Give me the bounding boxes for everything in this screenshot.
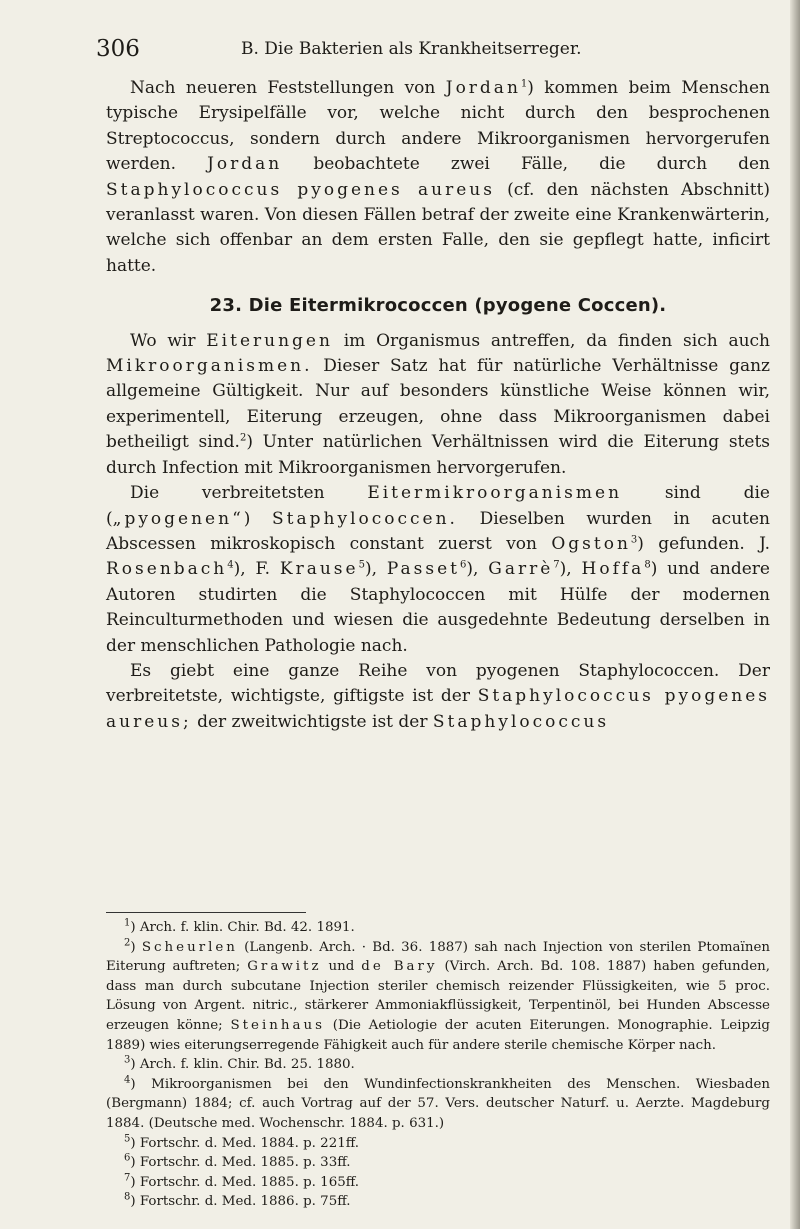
- footnote: $^4$) Mikroorganismen bei den Wundinfectionskrankheiten des Menschen. Wiesbaden (Bergmann) 1884; cf. auch Vortrag auf der 57. Vers. deutscher Naturf. u. Aerzte. Magdeburg 1884. (Deutsche med. Wochenschr. 1884. p. 631.): [106, 1074, 770, 1131]
- footnote: $^7$) Fortschr. d. Med. 1885. p. 165ff.: [124, 1172, 360, 1190]
- footnote-ref: 1: [520, 78, 528, 90]
- paragraph: Es giebt eine ganze Reihe von pyogenen Staphylococcen. Der verbreitetste, wichtigste, giftigste ist der Staphylococcus pyogenes aureus; der zweitwichtigste ist der Staphylococcus: [106, 660, 770, 732]
- footnote: $^8$) Fortschr. d. Med. 1886. p. 75ff.: [124, 1191, 351, 1210]
- footnote: $^1$) Arch. f. klin. Chir. Bd. 42. 1891.: [124, 917, 355, 935]
- footnote: $^5$) Fortschr. d. Med. 1884. p. 221ff.: [124, 1133, 360, 1151]
- footnote: $^3$) Arch. f. klin. Chir. Bd. 25. 1880.: [124, 1054, 355, 1073]
- page-number: 306: [96, 36, 140, 62]
- page-header: [96, 36, 770, 66]
- section-heading: 23. Die Eitermikrococcen (pyogene Coccen).: [209, 295, 667, 317]
- intro-paragraph: Nach neueren Feststellungen von Jordan$^1$) kommen beim Menschen typische Erysipelfälle vor, welche nicht durch den besprochenen Streptococcus, sondern durch andere Mikroorganismen hervorgerufen werden. Jordan beobachtete zwei Fälle, die durch den Staphylococcus pyogenes aureus (cf. den nächsten Abschnitt) veranlasst waren. Von diesen Fällen betraf der zweite eine Krankenwärterin, welche sich offenbar an dem ersten Falle, den sie gepflegt hatte, inficirt hatte.: [106, 78, 771, 276]
- footnotes: [106, 918, 770, 1212]
- paragraph: Wo wir Eiterungen im Organismus antreffen, da finden sich auch Mikroorganismen. Dieser Satz hat für natürliche Verhältnisse ganz allgemeine Gültigkeit. Nur auf besonders künstliche Weise können wir, experimentell, Eiterung erzeugen, ohne dass Mikroorganismen dabei betheiligt sind.$^2$) Unter natürlichen Verhältnissen wird die Eiterung stets durch Infection mit Mikroorganismen hervorgerufen.: [106, 330, 770, 478]
- main-text: [106, 76, 770, 735]
- author-name: Jordan: [207, 154, 283, 175]
- page-edge: [790, 0, 800, 1229]
- footnote: $^6$) Fortschr. d. Med. 1885. p. 33ff.: [124, 1152, 351, 1171]
- author-name: Jordan: [445, 78, 521, 98]
- footnote: $^2$) Scheurlen (Langenb. Arch. · Bd. 36. 1887) sah nach Injection von sterilen Ptomaïnen Eiterung auftreten; Grawitz und de Bary (Virch. Arch. Bd. 108. 1887) haben gefunden, dass man durch subcutane Injection steriler chemisch reizender Flüssigkeiten, wie 5 proc. Lösung von Argent. nitric., stärkerer Ammoniakflüssigkeit, Terpentinöl, bei Hunden Abscesse erzeugen könne; Steinhaus (Die Aetiologie der acuten Eiterungen. Monographie. Leipzig 1889) wies eiterungserregende Fähigkeit auch für andere sterile chemische Körper nach.: [106, 937, 771, 1053]
- running-title: B. Die Bakterien als Krankheitserreger.: [241, 39, 582, 59]
- species-name: Staphylococcus pyogenes aureus: [106, 179, 495, 200]
- paragraph: Die verbreitetsten Eitermikroorganismen sind die („pyogenen“) Staphylococcen. Dieselben wurden in acuten Abscessen mikroskopisch constant zuerst von Ogston$^3$) gefunden. J. Rosenbach$^4$), F. Krause$^5$), Passet$^6$), Garrè$^7$), Hoffa$^8$) und andere Autoren studirten die Staphylococcen mit Hülfe der modernen Reinculturmethoden und wiesen die ausgedehnte Bedeutung derselben in der menschlichen Pathologie nach.: [106, 483, 770, 656]
- footnote-ref: 2: [239, 432, 247, 444]
- footnote-divider: [106, 912, 306, 913]
